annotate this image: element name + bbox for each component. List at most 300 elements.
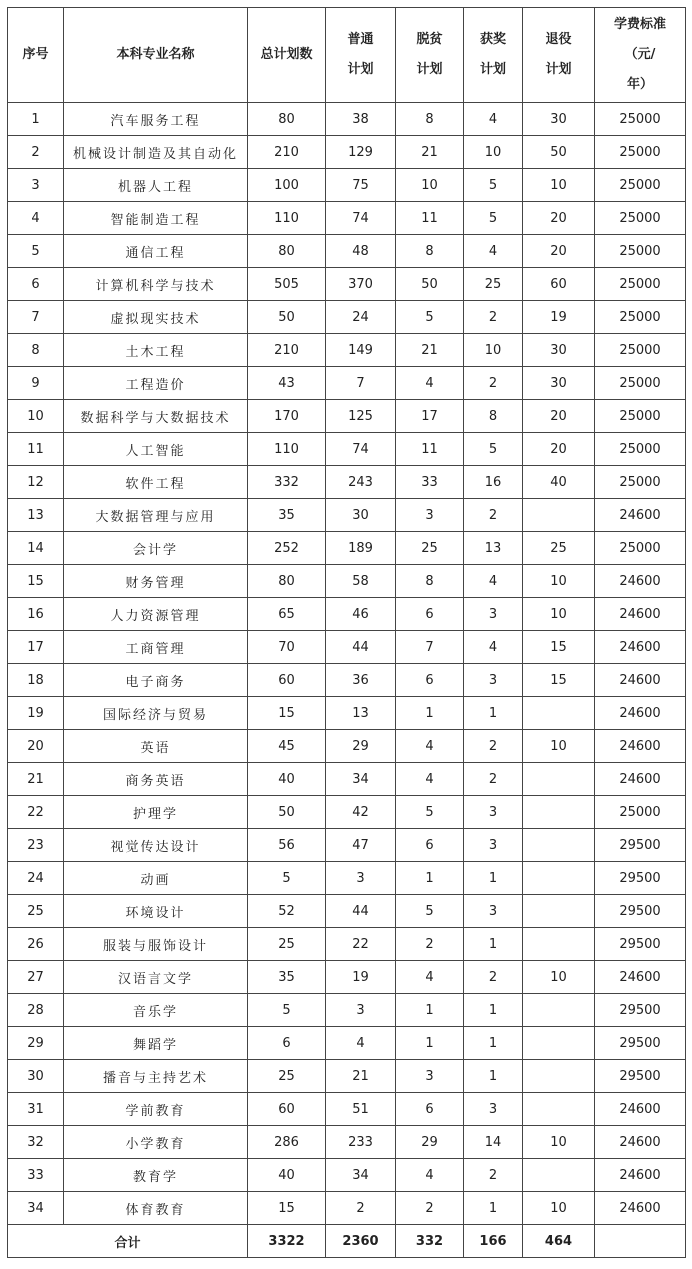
cell-award: 25 (464, 268, 523, 301)
cell-veteran: 10 (523, 1126, 595, 1159)
cell-veteran (523, 1060, 595, 1093)
cell-fee: 25000 (595, 268, 686, 301)
cell-veteran: 10 (523, 961, 595, 994)
cell-seq: 1 (8, 103, 64, 136)
cell-seq: 28 (8, 994, 64, 1027)
cell-award: 4 (464, 103, 523, 136)
totals-normal: 2360 (326, 1225, 396, 1258)
cell-award: 14 (464, 1126, 523, 1159)
cell-fee: 24600 (595, 730, 686, 763)
cell-award: 10 (464, 334, 523, 367)
table-row (8, 664, 686, 697)
cell-poverty: 17 (396, 400, 464, 433)
cell-major: 电子商务 (64, 664, 248, 697)
cell-veteran (523, 862, 595, 895)
cell-award: 3 (464, 895, 523, 928)
cell-seq: 31 (8, 1093, 64, 1126)
cell-fee: 25000 (595, 202, 686, 235)
cell-normal: 21 (326, 1060, 396, 1093)
cell-total: 45 (248, 730, 326, 763)
cell-seq: 2 (8, 136, 64, 169)
cell-major: 视觉传达设计 (64, 829, 248, 862)
cell-fee: 25000 (595, 400, 686, 433)
cell-normal: 47 (326, 829, 396, 862)
cell-award: 1 (464, 1027, 523, 1060)
cell-seq: 7 (8, 301, 64, 334)
cell-seq: 21 (8, 763, 64, 796)
cell-major: 财务管理 (64, 565, 248, 598)
cell-seq: 12 (8, 466, 64, 499)
cell-major: 数据科学与大数据技术 (64, 400, 248, 433)
cell-veteran (523, 697, 595, 730)
cell-major: 汽车服务工程 (64, 103, 248, 136)
cell-fee: 25000 (595, 796, 686, 829)
totals-row (8, 1225, 686, 1258)
cell-poverty: 2 (396, 1192, 464, 1225)
cell-seq: 6 (8, 268, 64, 301)
cell-fee: 25000 (595, 103, 686, 136)
cell-poverty: 10 (396, 169, 464, 202)
header-award-plan: 获奖 计划 (464, 8, 523, 103)
cell-total: 52 (248, 895, 326, 928)
cell-major: 智能制造工程 (64, 202, 248, 235)
cell-normal: 34 (326, 763, 396, 796)
cell-fee: 25000 (595, 169, 686, 202)
cell-total: 60 (248, 1093, 326, 1126)
cell-normal: 75 (326, 169, 396, 202)
cell-total: 80 (248, 103, 326, 136)
cell-veteran: 10 (523, 169, 595, 202)
cell-seq: 26 (8, 928, 64, 961)
cell-seq: 32 (8, 1126, 64, 1159)
cell-major: 通信工程 (64, 235, 248, 268)
cell-normal: 4 (326, 1027, 396, 1060)
table-row (8, 169, 686, 202)
cell-total: 56 (248, 829, 326, 862)
cell-poverty: 8 (396, 103, 464, 136)
cell-fee: 29500 (595, 895, 686, 928)
cell-normal: 243 (326, 466, 396, 499)
admissions-plan-table (7, 7, 686, 1258)
cell-fee: 25000 (595, 136, 686, 169)
cell-fee: 24600 (595, 763, 686, 796)
cell-normal: 233 (326, 1126, 396, 1159)
cell-major: 英语 (64, 730, 248, 763)
cell-poverty: 5 (396, 301, 464, 334)
table-row (8, 928, 686, 961)
cell-poverty: 4 (396, 367, 464, 400)
cell-award: 5 (464, 169, 523, 202)
cell-award: 3 (464, 796, 523, 829)
cell-poverty: 1 (396, 697, 464, 730)
table-row (8, 136, 686, 169)
table-row (8, 1159, 686, 1192)
cell-total: 40 (248, 1159, 326, 1192)
table-body (8, 103, 686, 1225)
cell-fee: 24600 (595, 631, 686, 664)
cell-normal: 3 (326, 862, 396, 895)
cell-veteran: 10 (523, 730, 595, 763)
cell-poverty: 3 (396, 499, 464, 532)
table-row (8, 1192, 686, 1225)
cell-veteran: 20 (523, 235, 595, 268)
cell-normal: 51 (326, 1093, 396, 1126)
cell-seq: 14 (8, 532, 64, 565)
cell-seq: 29 (8, 1027, 64, 1060)
cell-veteran (523, 928, 595, 961)
cell-seq: 9 (8, 367, 64, 400)
table-row (8, 268, 686, 301)
cell-major: 服装与服饰设计 (64, 928, 248, 961)
cell-total: 35 (248, 499, 326, 532)
cell-total: 65 (248, 598, 326, 631)
cell-seq: 17 (8, 631, 64, 664)
cell-veteran: 10 (523, 1192, 595, 1225)
cell-veteran: 30 (523, 367, 595, 400)
cell-major: 国际经济与贸易 (64, 697, 248, 730)
cell-poverty: 11 (396, 433, 464, 466)
cell-veteran: 20 (523, 202, 595, 235)
cell-award: 3 (464, 598, 523, 631)
cell-major: 环境设计 (64, 895, 248, 928)
cell-normal: 129 (326, 136, 396, 169)
cell-seq: 34 (8, 1192, 64, 1225)
cell-major: 土木工程 (64, 334, 248, 367)
cell-fee: 29500 (595, 1060, 686, 1093)
cell-award: 1 (464, 1192, 523, 1225)
cell-fee: 25000 (595, 466, 686, 499)
cell-total: 35 (248, 961, 326, 994)
cell-veteran: 50 (523, 136, 595, 169)
table-row (8, 499, 686, 532)
table-row (8, 202, 686, 235)
cell-seq: 25 (8, 895, 64, 928)
cell-seq: 24 (8, 862, 64, 895)
cell-award: 4 (464, 235, 523, 268)
cell-fee: 29500 (595, 829, 686, 862)
cell-veteran (523, 1159, 595, 1192)
cell-poverty: 5 (396, 895, 464, 928)
cell-fee: 24600 (595, 697, 686, 730)
cell-veteran: 20 (523, 400, 595, 433)
cell-award: 1 (464, 994, 523, 1027)
cell-veteran: 10 (523, 598, 595, 631)
header-seq: 序号 (8, 8, 64, 103)
cell-award: 10 (464, 136, 523, 169)
totals-award: 166 (464, 1225, 523, 1258)
totals-poverty: 332 (396, 1225, 464, 1258)
cell-award: 5 (464, 433, 523, 466)
cell-seq: 3 (8, 169, 64, 202)
cell-normal: 38 (326, 103, 396, 136)
cell-veteran: 25 (523, 532, 595, 565)
cell-normal: 2 (326, 1192, 396, 1225)
cell-award: 1 (464, 697, 523, 730)
cell-fee: 25000 (595, 367, 686, 400)
cell-total: 70 (248, 631, 326, 664)
cell-seq: 27 (8, 961, 64, 994)
cell-poverty: 3 (396, 1060, 464, 1093)
cell-poverty: 4 (396, 1159, 464, 1192)
cell-poverty: 6 (396, 1093, 464, 1126)
cell-major: 工商管理 (64, 631, 248, 664)
cell-veteran: 40 (523, 466, 595, 499)
cell-seq: 33 (8, 1159, 64, 1192)
table-row (8, 532, 686, 565)
cell-normal: 24 (326, 301, 396, 334)
cell-major: 小学教育 (64, 1126, 248, 1159)
table-row (8, 862, 686, 895)
cell-normal: 125 (326, 400, 396, 433)
cell-major: 会计学 (64, 532, 248, 565)
cell-poverty: 1 (396, 994, 464, 1027)
table-row (8, 1027, 686, 1060)
cell-total: 25 (248, 928, 326, 961)
cell-major: 播音与主持艺术 (64, 1060, 248, 1093)
header-poverty-plan: 脱贫 计划 (396, 8, 464, 103)
cell-normal: 74 (326, 433, 396, 466)
cell-total: 5 (248, 994, 326, 1027)
cell-normal: 36 (326, 664, 396, 697)
cell-poverty: 8 (396, 565, 464, 598)
cell-total: 505 (248, 268, 326, 301)
cell-major: 软件工程 (64, 466, 248, 499)
table-row (8, 433, 686, 466)
table-row (8, 994, 686, 1027)
cell-award: 1 (464, 1060, 523, 1093)
header-tuition: 学费标准 （元/ 年） (595, 8, 686, 103)
cell-major: 教育学 (64, 1159, 248, 1192)
cell-award: 4 (464, 631, 523, 664)
table-row (8, 697, 686, 730)
cell-veteran: 30 (523, 334, 595, 367)
table-row (8, 103, 686, 136)
cell-fee: 25000 (595, 433, 686, 466)
cell-normal: 29 (326, 730, 396, 763)
cell-award: 2 (464, 1159, 523, 1192)
table-row (8, 400, 686, 433)
cell-seq: 18 (8, 664, 64, 697)
cell-seq: 4 (8, 202, 64, 235)
cell-fee: 24600 (595, 598, 686, 631)
cell-poverty: 6 (396, 829, 464, 862)
cell-poverty: 6 (396, 664, 464, 697)
cell-major: 舞蹈学 (64, 1027, 248, 1060)
cell-seq: 15 (8, 565, 64, 598)
cell-major: 大数据管理与应用 (64, 499, 248, 532)
cell-veteran: 10 (523, 565, 595, 598)
cell-normal: 19 (326, 961, 396, 994)
cell-award: 1 (464, 862, 523, 895)
cell-normal: 34 (326, 1159, 396, 1192)
cell-seq: 16 (8, 598, 64, 631)
cell-fee: 29500 (595, 1027, 686, 1060)
totals-fee (595, 1225, 686, 1258)
cell-poverty: 6 (396, 598, 464, 631)
cell-poverty: 4 (396, 961, 464, 994)
table-row (8, 730, 686, 763)
cell-total: 6 (248, 1027, 326, 1060)
cell-award: 3 (464, 829, 523, 862)
cell-fee: 24600 (595, 1126, 686, 1159)
cell-total: 332 (248, 466, 326, 499)
cell-fee: 25000 (595, 532, 686, 565)
admissions-plan-table-wrapper (7, 7, 686, 1258)
cell-award: 2 (464, 961, 523, 994)
cell-veteran: 15 (523, 664, 595, 697)
cell-fee: 25000 (595, 334, 686, 367)
cell-normal: 13 (326, 697, 396, 730)
cell-poverty: 21 (396, 334, 464, 367)
cell-poverty: 50 (396, 268, 464, 301)
cell-major: 虚拟现实技术 (64, 301, 248, 334)
cell-fee: 24600 (595, 499, 686, 532)
table-row (8, 367, 686, 400)
cell-award: 2 (464, 499, 523, 532)
cell-veteran: 30 (523, 103, 595, 136)
cell-veteran (523, 895, 595, 928)
cell-major: 音乐学 (64, 994, 248, 1027)
cell-poverty: 4 (396, 763, 464, 796)
cell-award: 2 (464, 367, 523, 400)
cell-seq: 11 (8, 433, 64, 466)
cell-veteran (523, 763, 595, 796)
cell-total: 40 (248, 763, 326, 796)
cell-normal: 42 (326, 796, 396, 829)
cell-major: 汉语言文学 (64, 961, 248, 994)
cell-total: 5 (248, 862, 326, 895)
cell-seq: 22 (8, 796, 64, 829)
cell-fee: 24600 (595, 1192, 686, 1225)
cell-veteran (523, 796, 595, 829)
cell-veteran: 60 (523, 268, 595, 301)
totals-total: 3322 (248, 1225, 326, 1258)
cell-veteran: 19 (523, 301, 595, 334)
cell-total: 170 (248, 400, 326, 433)
table-row (8, 565, 686, 598)
cell-fee: 24600 (595, 664, 686, 697)
header-veteran-plan: 退役 计划 (523, 8, 595, 103)
cell-major: 护理学 (64, 796, 248, 829)
cell-award: 8 (464, 400, 523, 433)
table-row (8, 1126, 686, 1159)
cell-veteran (523, 1027, 595, 1060)
cell-poverty: 1 (396, 1027, 464, 1060)
cell-normal: 7 (326, 367, 396, 400)
cell-total: 100 (248, 169, 326, 202)
table-row (8, 598, 686, 631)
table-row (8, 1093, 686, 1126)
totals-label: 合计 (8, 1225, 248, 1258)
cell-poverty: 25 (396, 532, 464, 565)
totals-veteran: 464 (523, 1225, 595, 1258)
cell-poverty: 5 (396, 796, 464, 829)
cell-total: 15 (248, 697, 326, 730)
cell-fee: 24600 (595, 1159, 686, 1192)
cell-seq: 20 (8, 730, 64, 763)
cell-normal: 44 (326, 895, 396, 928)
cell-normal: 189 (326, 532, 396, 565)
table-row (8, 334, 686, 367)
cell-normal: 58 (326, 565, 396, 598)
cell-poverty: 29 (396, 1126, 464, 1159)
table-row (8, 763, 686, 796)
cell-poverty: 4 (396, 730, 464, 763)
cell-poverty: 21 (396, 136, 464, 169)
cell-fee: 25000 (595, 235, 686, 268)
cell-total: 25 (248, 1060, 326, 1093)
table-row (8, 796, 686, 829)
cell-award: 5 (464, 202, 523, 235)
cell-total: 80 (248, 235, 326, 268)
cell-poverty: 11 (396, 202, 464, 235)
header-row (8, 8, 686, 103)
cell-seq: 19 (8, 697, 64, 730)
cell-major: 商务英语 (64, 763, 248, 796)
cell-fee: 25000 (595, 301, 686, 334)
cell-fee: 29500 (595, 994, 686, 1027)
cell-award: 4 (464, 565, 523, 598)
cell-major: 人工智能 (64, 433, 248, 466)
cell-veteran (523, 1093, 595, 1126)
cell-award: 3 (464, 1093, 523, 1126)
cell-major: 人力资源管理 (64, 598, 248, 631)
cell-total: 80 (248, 565, 326, 598)
table-row (8, 1060, 686, 1093)
table-row (8, 466, 686, 499)
cell-normal: 22 (326, 928, 396, 961)
cell-seq: 23 (8, 829, 64, 862)
cell-major: 机械设计制造及其自动化 (64, 136, 248, 169)
cell-seq: 5 (8, 235, 64, 268)
cell-award: 13 (464, 532, 523, 565)
cell-major: 学前教育 (64, 1093, 248, 1126)
cell-total: 50 (248, 301, 326, 334)
table-row (8, 829, 686, 862)
table-row (8, 631, 686, 664)
cell-fee: 29500 (595, 928, 686, 961)
cell-major: 动画 (64, 862, 248, 895)
table-row (8, 301, 686, 334)
table-row (8, 961, 686, 994)
cell-seq: 30 (8, 1060, 64, 1093)
cell-major: 机器人工程 (64, 169, 248, 202)
cell-major: 计算机科学与技术 (64, 268, 248, 301)
table-row (8, 895, 686, 928)
cell-normal: 3 (326, 994, 396, 1027)
cell-award: 2 (464, 301, 523, 334)
cell-total: 286 (248, 1126, 326, 1159)
cell-normal: 370 (326, 268, 396, 301)
cell-poverty: 2 (396, 928, 464, 961)
cell-seq: 8 (8, 334, 64, 367)
cell-award: 1 (464, 928, 523, 961)
cell-fee: 24600 (595, 565, 686, 598)
cell-total: 15 (248, 1192, 326, 1225)
cell-total: 43 (248, 367, 326, 400)
cell-normal: 48 (326, 235, 396, 268)
cell-fee: 24600 (595, 961, 686, 994)
cell-veteran (523, 994, 595, 1027)
table-row (8, 235, 686, 268)
cell-normal: 44 (326, 631, 396, 664)
cell-total: 60 (248, 664, 326, 697)
cell-major: 体育教育 (64, 1192, 248, 1225)
cell-award: 16 (464, 466, 523, 499)
header-total-plan: 总计划数 (248, 8, 326, 103)
header-major: 本科专业名称 (64, 8, 248, 103)
cell-veteran: 20 (523, 433, 595, 466)
